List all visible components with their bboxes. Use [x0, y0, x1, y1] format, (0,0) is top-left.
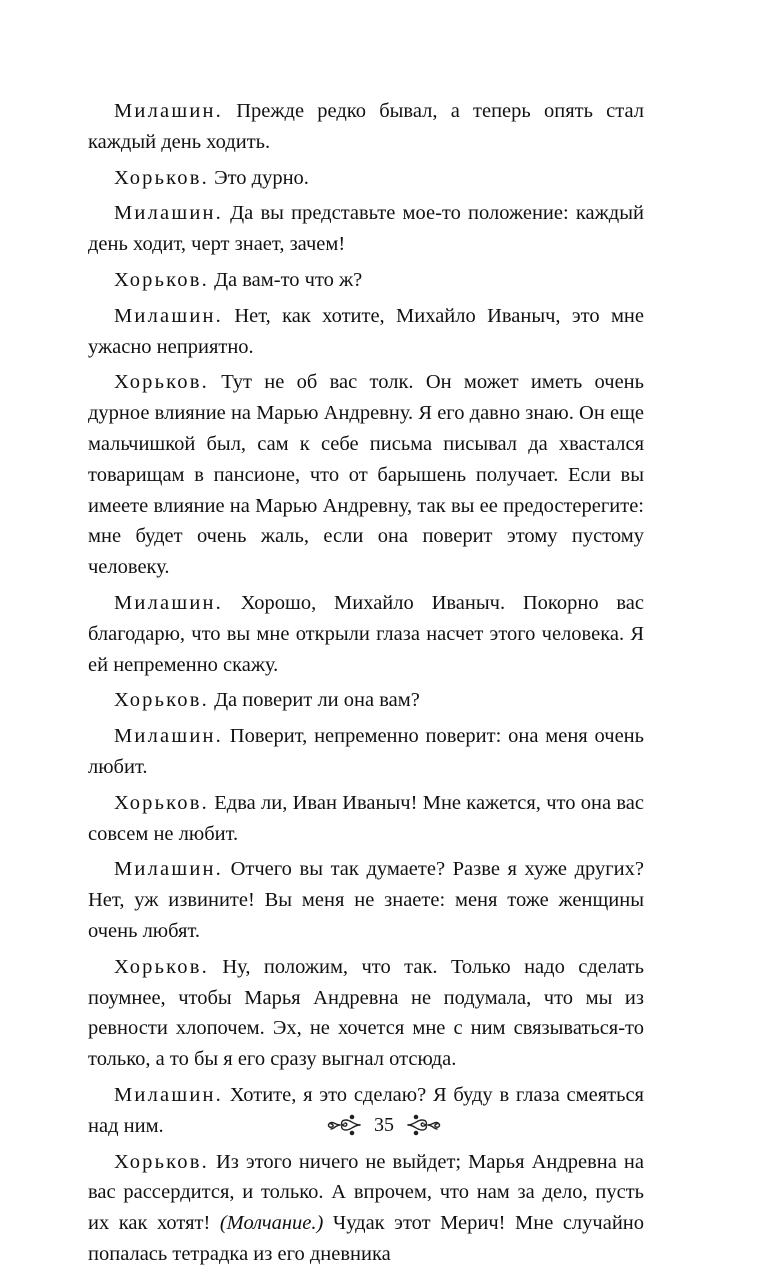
- swirl-ornament-icon: [324, 1112, 364, 1138]
- dialogue-paragraph: [88, 198, 644, 260]
- dialogue-paragraph: [88, 685, 644, 716]
- speaker-name: Милашин.: [114, 304, 223, 327]
- dialogue-text: Ну, положим, что так. Только надо сделать поумнее, чтобы Марья Андревна не подумала, что мы из ревности хлопочем. Эх, не хочется мне с ним связываться-то только, а то бы я его сразу выгнал отсюда.: [88, 955, 644, 1071]
- dialogue-paragraph: [88, 854, 644, 946]
- speaker-name: Милашин.: [114, 202, 223, 225]
- text-body: [88, 96, 644, 1275]
- speaker-name: Хорьков.: [114, 1150, 209, 1173]
- dialogue-text: Поверит, непременно поверит: она меня очень любит.: [88, 725, 644, 778]
- speaker-name: Хорьков.: [114, 166, 209, 189]
- dialogue-paragraph: [88, 588, 644, 680]
- dialogue-text: Чудак этот Мерич! Мне случайно попалась тетрадка из его дневника: [88, 1212, 645, 1265]
- speaker-name: Хорьков.: [114, 268, 209, 291]
- dialogue-text: Хорошо, Михайло Иваныч. Покорно вас благодарю, что вы мне открыли глаза насчет этого человека. Я ей непременно скажу.: [88, 591, 644, 676]
- dialogue-text: Это дурно.: [208, 166, 309, 189]
- speaker-name: Милашин.: [114, 1083, 223, 1106]
- speaker-name: Милашин.: [114, 100, 223, 122]
- dialogue-text: Отчего вы так думаете? Разве я хуже других? Нет, уж извините! Вы меня не знаете: меня тоже женщины очень любят.: [88, 858, 644, 942]
- dialogue-text: Тут не об вас толк. Он может иметь очень дурное влияние на Марью Андревну. Я его давно знаю. Он еще мальчишкой был, сам к себе письма писывал да хвастался товарищам в пансионе, что от барышень получает. Если вы имеете влияние на Марью Андревну, так вы ее предостерегите: мне будет очень жаль, если она поверит этому пустому человеку.: [88, 371, 644, 579]
- dialogue-paragraph: [88, 301, 644, 363]
- speaker-name: Хорьков.: [114, 955, 209, 978]
- page-footer: [0, 1112, 768, 1138]
- dialogue-text: Хотите, я это сделаю? Я буду в глаза смеяться над ним.: [88, 1083, 644, 1137]
- dialogue-paragraph: [88, 721, 644, 783]
- dialogue-text: Прежде редко бывал, а теперь опять стал каждый день ходить.: [88, 100, 644, 153]
- speaker-name: Милашин.: [114, 858, 223, 881]
- dialogue-paragraph: [88, 367, 644, 583]
- dialogue-paragraph: [88, 1147, 644, 1270]
- speaker-name: Милашин.: [114, 591, 223, 614]
- dialogue-paragraph: [88, 788, 644, 850]
- speaker-name: Хорьков.: [114, 371, 209, 394]
- stage-direction: (Молчание.): [219, 1212, 324, 1235]
- dialogue-paragraph: [88, 163, 644, 194]
- speaker-name: Милашин.: [114, 725, 223, 748]
- dialogue-text: Из этого ничего не выйдет; Марья Андревна на вас рассердится, и только. А впрочем, что нам за дело, пусть их как хотят!: [88, 1150, 644, 1235]
- dialogue-text: Нет, как хотите, Михайло Иваныч, это мне ужасно неприятно.: [88, 304, 644, 358]
- dialogue-paragraph: [88, 265, 644, 296]
- dialogue-paragraph: [88, 96, 644, 158]
- dialogue-text: Да поверит ли она вам?: [208, 689, 420, 712]
- dialogue-text: Да вы представьте мое-то положение: каждый день ходит, черт знает, зачем!: [88, 202, 644, 256]
- dialogue-text: Да вам-то что ж?: [208, 268, 363, 291]
- swirl-ornament-icon: [404, 1112, 444, 1138]
- page-number: 35: [374, 1113, 394, 1136]
- speaker-name: Хорьков.: [114, 689, 209, 712]
- dialogue-paragraph: [88, 952, 644, 1075]
- dialogue-text: Едва ли, Иван Иваныч! Мне кажется, что она вас совсем не любит.: [88, 791, 644, 845]
- speaker-name: Хорьков.: [114, 791, 209, 814]
